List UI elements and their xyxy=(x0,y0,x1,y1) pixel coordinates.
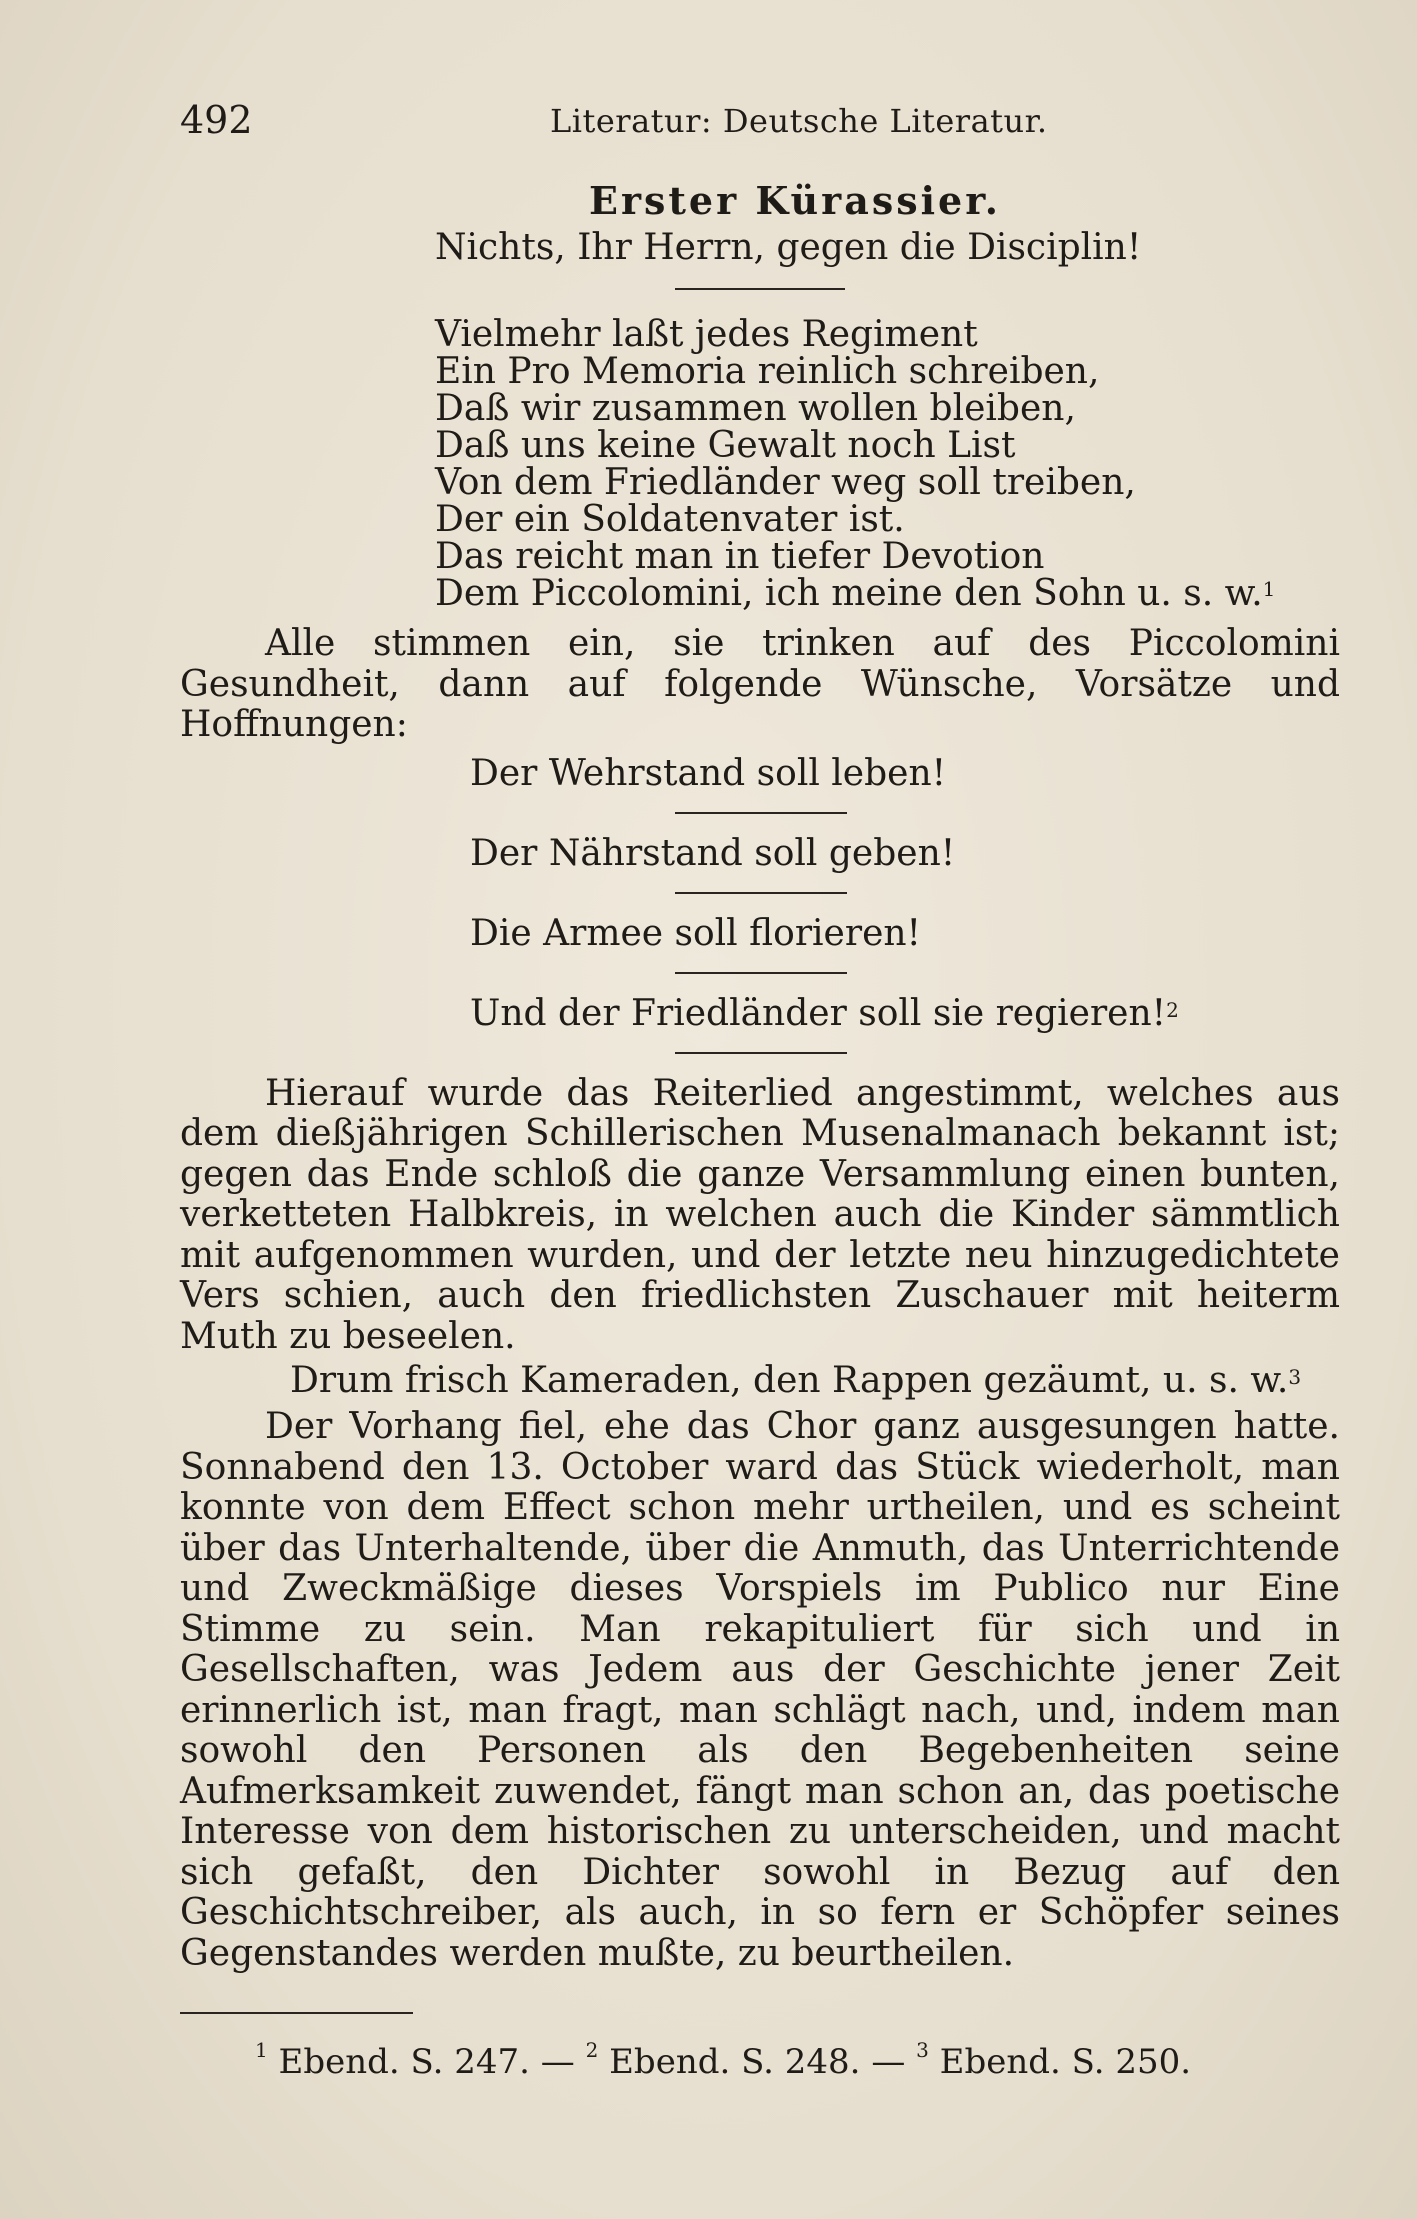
verse-line-text: Dem Piccolomini, ich meine den Sohn u. s. w. xyxy=(435,573,1263,614)
page-number: 492 xyxy=(180,98,253,142)
verse-line: Daß wir zusammen wollen bleiben, xyxy=(435,388,1076,429)
footnote-divider xyxy=(180,2012,413,2014)
paragraph: Hierauf wurde das Reiterlied angestimmt, welches aus dem dießjährigen Schillerischen Musenalmanach bekannt ist; gegen das Ende schloß die ganze Versammlung einen bunten, verketteten Halbkreis, in welchen auch die Kinder sämmtlich mit aufgenommen wurden, und der letzte neu hinzugedichtete Vers schien, auch den friedlichsten Zuschauer mit heiterm Muth zu beseelen. xyxy=(180,1072,1340,1357)
divider xyxy=(675,892,847,894)
footnotes xyxy=(180,2038,1340,2082)
quote-line xyxy=(180,1361,1340,1401)
quote-text: Drum frisch Kameraden, den Rappen gezäumt, u. s. w. xyxy=(290,1360,1289,1401)
paragraph: Alle stimmen ein, sie trinken auf des Piccolomini Gesundheit, dann auf folgende Wünsche, Vorsätze und Hoffnungen: xyxy=(180,623,1340,745)
footnote-number: 1 xyxy=(255,2038,268,2062)
verse-line: Daß uns keine Gewalt noch List xyxy=(435,425,1016,466)
toast-block xyxy=(180,754,1340,1054)
book-page xyxy=(180,90,1340,2082)
speaker-line: Nichts, Ihr Herrn, gegen die Disciplin! xyxy=(435,227,1142,268)
verse-line: Das reicht man in tiefer Devotion xyxy=(435,536,1045,577)
divider xyxy=(675,972,847,974)
page-header xyxy=(180,90,1340,150)
verse-line: Vielmehr laßt jedes Regiment xyxy=(435,314,978,355)
paragraph: Der Vorhang fiel, ehe das Chor ganz ausgesungen hatte. Sonnabend den 13. October ward das Stück wiederholt, man konnte von dem Effect schon mehr urtheilen, und es scheint über das Unterhaltende, über die Anmuth, das Unterrichtende und Zweckmäßige dieses Vorspiels im Publico nur Eine Stimme zu sein. Man rekapituliert für sich und in Gesellschaften, was Jedem aus der Geschichte jener Zeit erinnerlich ist, man fragt, man schlägt nach, und, indem man sowohl den Personen als den Begebenheiten seine Aufmerksamkeit zuwendet, fängt man schon an, das poetische Interesse von dem historischen zu unterscheiden, und macht sich gefaßt, den Dichter sowohl in Bezug auf den Geschichtschreiber, als auch, in so fern er Schöpfer seines Gegenstandes werden mußte, zu beurtheilen. xyxy=(180,1406,1340,1974)
footnote-text: Ebend. S. 248. xyxy=(609,2042,861,2082)
footnote-ref: 1 xyxy=(1262,577,1276,601)
footnote-separator: — xyxy=(871,2042,906,2082)
verse-line: Der ein Soldatenvater ist. xyxy=(435,499,905,540)
verse-block xyxy=(180,316,1340,612)
footnote-ref: 3 xyxy=(1288,1365,1302,1389)
speaker-name: Erster Kürassier. xyxy=(589,178,1001,223)
toast-line: Der Wehrstand soll leben! xyxy=(470,752,947,794)
running-head: Literatur: Deutsche Literatur. xyxy=(550,102,1048,140)
verse-line: Von dem Friedländer weg soll treiben, xyxy=(435,462,1136,503)
footnote-separator: — xyxy=(540,2042,575,2082)
verse-line xyxy=(180,575,1340,612)
toast-line: Der Nährstand soll geben! xyxy=(470,832,956,874)
footnote-number: 2 xyxy=(585,2038,599,2062)
toast-line xyxy=(180,994,1340,1034)
footnote-text: Ebend. S. 250. xyxy=(939,2042,1192,2082)
footnote-number: 3 xyxy=(916,2038,929,2062)
divider xyxy=(675,812,847,814)
toast-line: Die Armee soll florieren! xyxy=(470,912,922,954)
toast-line-text: Und der Friedländer soll sie regieren! xyxy=(470,992,1167,1034)
divider xyxy=(675,1052,847,1054)
divider xyxy=(675,288,845,290)
verse-line: Ein Pro Memoria reinlich schreiben, xyxy=(435,351,1100,392)
footnote-ref: 2 xyxy=(1166,997,1179,1022)
footnote-text: Ebend. S. 247. xyxy=(278,2042,530,2082)
